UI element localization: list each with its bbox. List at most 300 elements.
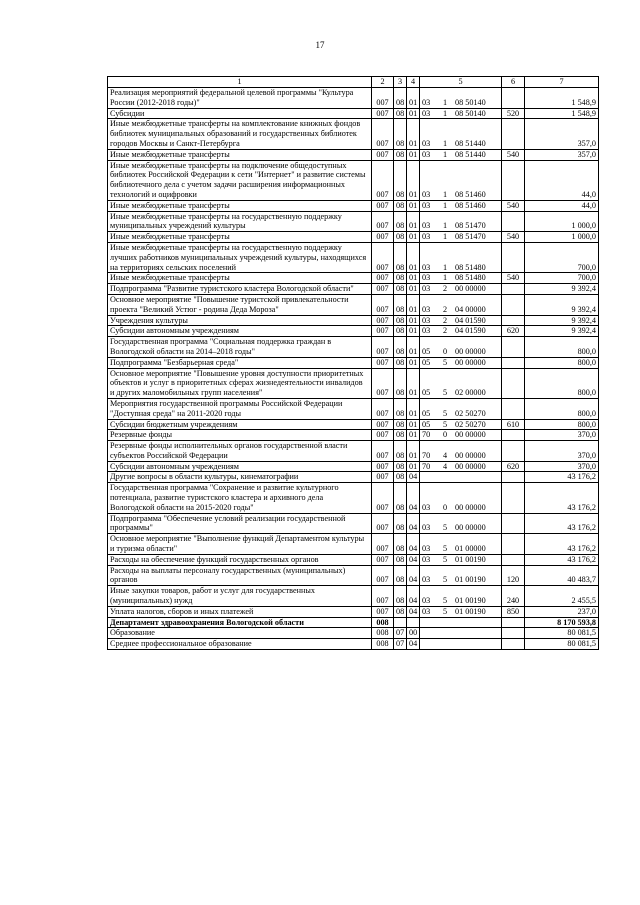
article-program: 03 — [422, 596, 431, 606]
column-header: 3 — [394, 77, 407, 88]
row-article-code — [420, 108, 502, 119]
table-row — [108, 119, 599, 149]
article-direction: 08 51440 — [455, 138, 486, 148]
row-section-code: 08 — [394, 211, 407, 232]
row-name-cell: Основное мероприятие "Выполнение функций Департаментом культуры и туризма области" — [108, 534, 372, 555]
table-row — [108, 554, 599, 565]
article-direction: 00 00000 — [455, 461, 486, 471]
row-subsection-code: 01 — [407, 315, 420, 326]
row-section-code: 08 — [394, 513, 407, 534]
table-row — [108, 628, 599, 639]
row-name-cell: Мероприятия государственной программы Российской Федерации "Доступная среда" на 2011-2020 годы — [108, 398, 372, 419]
table-row — [108, 273, 599, 284]
row-expense-type: 120 — [502, 565, 525, 586]
row-section-code: 08 — [394, 565, 407, 586]
row-amount: 9 392,4 — [525, 294, 599, 315]
row-amount: 700,0 — [525, 242, 599, 272]
row-ministry-code: 007 — [372, 200, 394, 211]
article-subprogram: 5 — [442, 388, 448, 398]
article-direction: 00 00000 — [455, 523, 486, 533]
article-program: 03 — [422, 523, 431, 533]
table-row — [108, 513, 599, 534]
row-article-code — [420, 232, 502, 243]
column-header: 5 — [420, 77, 502, 88]
row-section-code: 08 — [394, 242, 407, 272]
row-expense-type — [502, 398, 525, 419]
row-article-code — [420, 200, 502, 211]
article-direction: 00 00000 — [455, 450, 486, 460]
row-subsection-code: 01 — [407, 284, 420, 295]
row-section-code: 08 — [394, 108, 407, 119]
row-expense-type: 240 — [502, 586, 525, 607]
row-ministry-code: 007 — [372, 472, 394, 483]
table-row — [108, 565, 599, 586]
table-row — [108, 357, 599, 368]
table-row — [108, 211, 599, 232]
row-amount: 44,0 — [525, 200, 599, 211]
row-ministry-code: 007 — [372, 119, 394, 149]
row-section-code: 08 — [394, 326, 407, 337]
article-direction: 01 00190 — [455, 575, 486, 585]
column-header: 7 — [525, 77, 599, 88]
table-row — [108, 586, 599, 607]
row-amount: 800,0 — [525, 398, 599, 419]
row-subsection-code: 01 — [407, 273, 420, 284]
row-subsection-code: 01 — [407, 461, 420, 472]
table-row — [108, 232, 599, 243]
article-subprogram: 5 — [442, 357, 448, 367]
article-program: 70 — [422, 450, 431, 460]
row-ministry-code: 007 — [372, 88, 394, 109]
row-article-code — [420, 565, 502, 586]
row-ministry-code: 007 — [372, 513, 394, 534]
table-row — [108, 472, 599, 483]
row-article-code — [420, 242, 502, 272]
article-direction: 00 00000 — [455, 502, 486, 512]
article-subprogram: 2 — [442, 326, 448, 336]
article-program: 03 — [422, 149, 431, 159]
row-section-code: 08 — [394, 419, 407, 430]
row-article-code — [420, 461, 502, 472]
row-amount: 800,0 — [525, 357, 599, 368]
column-header: 1 — [108, 77, 372, 88]
row-article-code — [420, 284, 502, 295]
article-subprogram: 1 — [442, 189, 448, 199]
column-header: 2 — [372, 77, 394, 88]
article-direction: 00 00000 — [455, 430, 486, 440]
row-ministry-code: 007 — [372, 211, 394, 232]
row-section-code: 08 — [394, 273, 407, 284]
row-section-code: 08 — [394, 441, 407, 462]
row-amount: 1 548,9 — [525, 88, 599, 109]
row-subsection-code: 00 — [407, 628, 420, 639]
article-program: 03 — [422, 221, 431, 231]
row-expense-type — [502, 242, 525, 272]
row-article-code — [420, 639, 502, 650]
row-subsection-code: 01 — [407, 398, 420, 419]
row-name-cell: Государственная программа "Сохранение и развитие культурного потенциала, развитие туристского кластера и архивного дела Вологодской области на 2015-2020 годы" — [108, 483, 372, 513]
article-program: 05 — [422, 408, 431, 418]
row-section-code: 08 — [394, 119, 407, 149]
row-article-code — [420, 430, 502, 441]
row-subsection-code: 04 — [407, 554, 420, 565]
article-program: 03 — [422, 262, 431, 272]
article-subprogram: 5 — [442, 523, 448, 533]
row-name-cell: Субсидии автономным учреждениям — [108, 461, 372, 472]
row-subsection-code: 01 — [407, 326, 420, 337]
column-header: 4 — [407, 77, 420, 88]
row-section-code: 07 — [394, 628, 407, 639]
row-ministry-code: 007 — [372, 294, 394, 315]
row-ministry-code: 007 — [372, 554, 394, 565]
row-section-code: 08 — [394, 398, 407, 419]
row-amount: 43 176,2 — [525, 483, 599, 513]
row-subsection-code: 04 — [407, 606, 420, 617]
table-row — [108, 441, 599, 462]
table-row — [108, 639, 599, 650]
article-direction: 08 51480 — [455, 273, 486, 283]
article-subprogram: 1 — [442, 138, 448, 148]
row-expense-type: 540 — [502, 149, 525, 160]
article-program: 03 — [422, 284, 431, 294]
row-name-cell: Другие вопросы в области культуры, кинематографии — [108, 472, 372, 483]
row-name-cell: Среднее профессиональное образование — [108, 639, 372, 650]
row-article-code — [420, 368, 502, 398]
row-expense-type — [502, 639, 525, 650]
article-subprogram: 1 — [442, 108, 448, 118]
row-expense-type — [502, 472, 525, 483]
table-row — [108, 483, 599, 513]
row-name-cell: Иные межбюджетные трансферты на подключение общедоступных библиотек Российской Федерации к сети "Интернет" и развитие системы библиотечного дела с учетом задачи расширения информационных технологий и оцифровки — [108, 160, 372, 200]
row-amount: 1 000,0 — [525, 211, 599, 232]
article-program: 03 — [422, 304, 431, 314]
article-program: 03 — [422, 232, 431, 242]
row-subsection-code: 04 — [407, 586, 420, 607]
row-subsection-code: 01 — [407, 441, 420, 462]
row-article-code — [420, 211, 502, 232]
article-direction: 01 00000 — [455, 544, 486, 554]
row-amount: 43 176,2 — [525, 513, 599, 534]
row-name-cell: Департамент здравоохранения Вологодской области — [108, 617, 372, 628]
article-program: 05 — [422, 346, 431, 356]
row-amount: 80 081,5 — [525, 639, 599, 650]
row-ministry-code: 007 — [372, 534, 394, 555]
row-subsection-code: 04 — [407, 565, 420, 586]
row-article-code — [420, 628, 502, 639]
row-ministry-code: 007 — [372, 398, 394, 419]
row-subsection-code: 01 — [407, 160, 420, 200]
row-section-code: 08 — [394, 430, 407, 441]
table-row — [108, 368, 599, 398]
article-subprogram: 0 — [442, 502, 448, 512]
row-expense-type: 520 — [502, 108, 525, 119]
row-ministry-code: 007 — [372, 586, 394, 607]
row-article-code — [420, 483, 502, 513]
row-expense-type — [502, 211, 525, 232]
table-row — [108, 337, 599, 358]
row-section-code: 08 — [394, 357, 407, 368]
row-ministry-code: 008 — [372, 628, 394, 639]
row-ministry-code: 007 — [372, 108, 394, 119]
row-ministry-code: 008 — [372, 617, 394, 628]
row-ministry-code: 007 — [372, 565, 394, 586]
row-article-code — [420, 88, 502, 109]
row-subsection-code: 01 — [407, 200, 420, 211]
table-row — [108, 430, 599, 441]
row-section-code: 08 — [394, 149, 407, 160]
row-article-code — [420, 586, 502, 607]
row-ministry-code: 007 — [372, 461, 394, 472]
article-program: 03 — [422, 138, 431, 148]
row-ministry-code: 007 — [372, 419, 394, 430]
row-amount: 700,0 — [525, 273, 599, 284]
row-section-code: 08 — [394, 472, 407, 483]
row-expense-type — [502, 483, 525, 513]
row-amount: 9 392,4 — [525, 284, 599, 295]
row-expense-type: 610 — [502, 419, 525, 430]
row-name-cell: Иные межбюджетные трансферты — [108, 200, 372, 211]
row-section-code: 08 — [394, 315, 407, 326]
article-subprogram: 4 — [442, 461, 448, 471]
row-article-code — [420, 357, 502, 368]
row-expense-type — [502, 294, 525, 315]
row-subsection-code: 01 — [407, 108, 420, 119]
row-section-code: 08 — [394, 461, 407, 472]
row-expense-type — [502, 534, 525, 555]
article-direction: 08 50140 — [455, 108, 486, 118]
row-amount: 237,0 — [525, 606, 599, 617]
row-name-cell: Иные межбюджетные трансферты — [108, 149, 372, 160]
row-amount: 40 483,7 — [525, 565, 599, 586]
row-name-cell: Иные межбюджетные трансферты — [108, 232, 372, 243]
row-amount: 43 176,2 — [525, 554, 599, 565]
article-subprogram: 5 — [442, 596, 448, 606]
row-article-code — [420, 149, 502, 160]
row-section-code: 08 — [394, 200, 407, 211]
article-direction: 00 00000 — [455, 284, 486, 294]
row-name-cell: Субсидии автономным учреждениям — [108, 326, 372, 337]
row-expense-type — [502, 628, 525, 639]
column-header: 6 — [502, 77, 525, 88]
article-program: 03 — [422, 554, 431, 564]
row-expense-type — [502, 357, 525, 368]
article-subprogram: 5 — [442, 554, 448, 564]
row-expense-type — [502, 617, 525, 628]
row-ministry-code: 007 — [372, 430, 394, 441]
article-subprogram: 2 — [442, 304, 448, 314]
row-name-cell: Учреждения культуры — [108, 315, 372, 326]
row-section-code: 08 — [394, 294, 407, 315]
row-name-cell: Резервные фонды — [108, 430, 372, 441]
article-subprogram: 0 — [442, 346, 448, 356]
article-direction: 08 50140 — [455, 97, 486, 107]
row-amount: 800,0 — [525, 368, 599, 398]
row-amount: 1 548,9 — [525, 108, 599, 119]
article-program: 03 — [422, 326, 431, 336]
row-expense-type — [502, 284, 525, 295]
row-ministry-code: 007 — [372, 232, 394, 243]
row-subsection-code: 01 — [407, 88, 420, 109]
table-row — [108, 294, 599, 315]
article-program: 70 — [422, 461, 431, 471]
article-direction: 08 51460 — [455, 189, 486, 199]
row-subsection-code: 01 — [407, 357, 420, 368]
row-ministry-code: 007 — [372, 368, 394, 398]
row-section-code: 08 — [394, 160, 407, 200]
row-amount: 43 176,2 — [525, 472, 599, 483]
article-subprogram: 5 — [442, 544, 448, 554]
article-subprogram: 5 — [442, 606, 448, 616]
row-amount: 370,0 — [525, 441, 599, 462]
row-name-cell: Уплата налогов, сборов и иных платежей — [108, 606, 372, 617]
header-row — [108, 77, 599, 88]
row-article-code — [420, 398, 502, 419]
row-amount: 9 392,4 — [525, 315, 599, 326]
row-subsection-code: 01 — [407, 430, 420, 441]
row-amount: 357,0 — [525, 119, 599, 149]
row-article-code — [420, 617, 502, 628]
table-row — [108, 160, 599, 200]
row-article-code — [420, 534, 502, 555]
row-ministry-code: 007 — [372, 242, 394, 272]
row-ministry-code: 007 — [372, 337, 394, 358]
row-ministry-code: 007 — [372, 273, 394, 284]
row-subsection-code: 04 — [407, 639, 420, 650]
table-row — [108, 149, 599, 160]
article-direction: 02 00000 — [455, 388, 486, 398]
article-program: 03 — [422, 575, 431, 585]
row-name-cell: Резервные фонды исполнительных органов государственной власти субъектов Российской Федерации — [108, 441, 372, 462]
table-row — [108, 419, 599, 430]
row-article-code — [420, 337, 502, 358]
article-direction: 08 51470 — [455, 221, 486, 231]
row-name-cell: Подпрограмма "Обеспечение условий реализации государственной программы" — [108, 513, 372, 534]
row-section-code: 08 — [394, 284, 407, 295]
row-ministry-code: 007 — [372, 284, 394, 295]
article-subprogram: 5 — [442, 408, 448, 418]
article-subprogram: 1 — [442, 200, 448, 210]
article-direction: 08 51470 — [455, 232, 486, 242]
row-ministry-code: 007 — [372, 483, 394, 513]
row-section-code: 08 — [394, 368, 407, 398]
row-section-code: 08 — [394, 88, 407, 109]
row-section-code: 07 — [394, 639, 407, 650]
article-subprogram: 5 — [442, 419, 448, 429]
article-direction: 00 00000 — [455, 357, 486, 367]
row-name-cell: Иные закупки товаров, работ и услуг для государственных (муниципальных) нужд — [108, 586, 372, 607]
article-direction: 01 00190 — [455, 596, 486, 606]
row-amount: 370,0 — [525, 461, 599, 472]
row-article-code — [420, 472, 502, 483]
row-name-cell: Иные межбюджетные трансферты на государственную поддержку лучших работников муниципальных учреждений культуры, находящихся на территориях сельских поселений — [108, 242, 372, 272]
article-subprogram: 1 — [442, 262, 448, 272]
row-article-code — [420, 513, 502, 534]
row-article-code — [420, 554, 502, 565]
article-direction: 02 50270 — [455, 419, 486, 429]
row-name-cell: Государственная программа "Социальная поддержка граждан в Вологодской области на 2014–2018 годы" — [108, 337, 372, 358]
row-expense-type — [502, 441, 525, 462]
row-name-cell: Основное мероприятие "Повышение уровня доступности приоритетных объектов и услуг в приоритетных сферах жизнедеятельности инвалидов и других маломобильных групп населения" — [108, 368, 372, 398]
article-subprogram: 5 — [442, 575, 448, 585]
article-subprogram: 2 — [442, 284, 448, 294]
row-ministry-code: 007 — [372, 357, 394, 368]
row-section-code: 08 — [394, 337, 407, 358]
row-subsection-code: 04 — [407, 472, 420, 483]
row-expense-type: 620 — [502, 461, 525, 472]
article-direction: 08 51480 — [455, 262, 486, 272]
article-direction: 08 51460 — [455, 200, 486, 210]
row-amount: 1 000,0 — [525, 232, 599, 243]
row-article-code — [420, 119, 502, 149]
article-program: 03 — [422, 315, 431, 325]
table-row — [108, 606, 599, 617]
article-direction: 08 51440 — [455, 149, 486, 159]
row-expense-type: 540 — [502, 232, 525, 243]
row-name-cell: Субсидии бюджетным учреждениям — [108, 419, 372, 430]
row-section-code: 08 — [394, 534, 407, 555]
row-ministry-code: 007 — [372, 326, 394, 337]
article-direction: 00 00000 — [455, 346, 486, 356]
row-article-code — [420, 326, 502, 337]
article-program: 03 — [422, 502, 431, 512]
row-name-cell: Расходы на обеспечение функций государственных органов — [108, 554, 372, 565]
row-subsection-code: 01 — [407, 368, 420, 398]
row-subsection-code: 01 — [407, 232, 420, 243]
row-expense-type — [502, 513, 525, 534]
row-section-code: 08 — [394, 586, 407, 607]
row-expense-type — [502, 430, 525, 441]
article-subprogram: 2 — [442, 315, 448, 325]
row-amount: 44,0 — [525, 160, 599, 200]
row-subsection-code: 04 — [407, 534, 420, 555]
row-section-code: 08 — [394, 483, 407, 513]
article-subprogram: 1 — [442, 232, 448, 242]
row-amount: 800,0 — [525, 337, 599, 358]
budget-table — [107, 76, 599, 650]
row-expense-type — [502, 88, 525, 109]
row-expense-type — [502, 368, 525, 398]
article-program: 03 — [422, 544, 431, 554]
table-row — [108, 398, 599, 419]
article-direction: 04 00000 — [455, 304, 486, 314]
row-article-code — [420, 441, 502, 462]
row-name-cell: Иные межбюджетные трансферты на государственную поддержку муниципальных учреждений культуры — [108, 211, 372, 232]
row-name-cell: Подпрограмма "Безбарьерная среда" — [108, 357, 372, 368]
row-amount: 43 176,2 — [525, 534, 599, 555]
row-amount: 2 455,5 — [525, 586, 599, 607]
table-row — [108, 242, 599, 272]
row-name-cell: Субсидии — [108, 108, 372, 119]
article-subprogram: 4 — [442, 450, 448, 460]
article-program: 03 — [422, 97, 431, 107]
article-subprogram: 0 — [442, 430, 448, 440]
row-amount: 80 081,5 — [525, 628, 599, 639]
row-amount: 8 170 593,8 — [525, 617, 599, 628]
row-name-cell: Образование — [108, 628, 372, 639]
row-subsection-code: 04 — [407, 513, 420, 534]
article-program: 70 — [422, 430, 431, 440]
article-direction: 04 01590 — [455, 326, 486, 336]
article-program: 03 — [422, 200, 431, 210]
article-program: 05 — [422, 388, 431, 398]
article-program: 03 — [422, 189, 431, 199]
row-name-cell: Реализация мероприятий федеральной целевой программы "Культура России (2012-2018 годы)" — [108, 88, 372, 109]
row-expense-type: 540 — [502, 273, 525, 284]
article-program: 03 — [422, 606, 431, 616]
row-amount: 800,0 — [525, 419, 599, 430]
table-row — [108, 315, 599, 326]
row-amount: 357,0 — [525, 149, 599, 160]
